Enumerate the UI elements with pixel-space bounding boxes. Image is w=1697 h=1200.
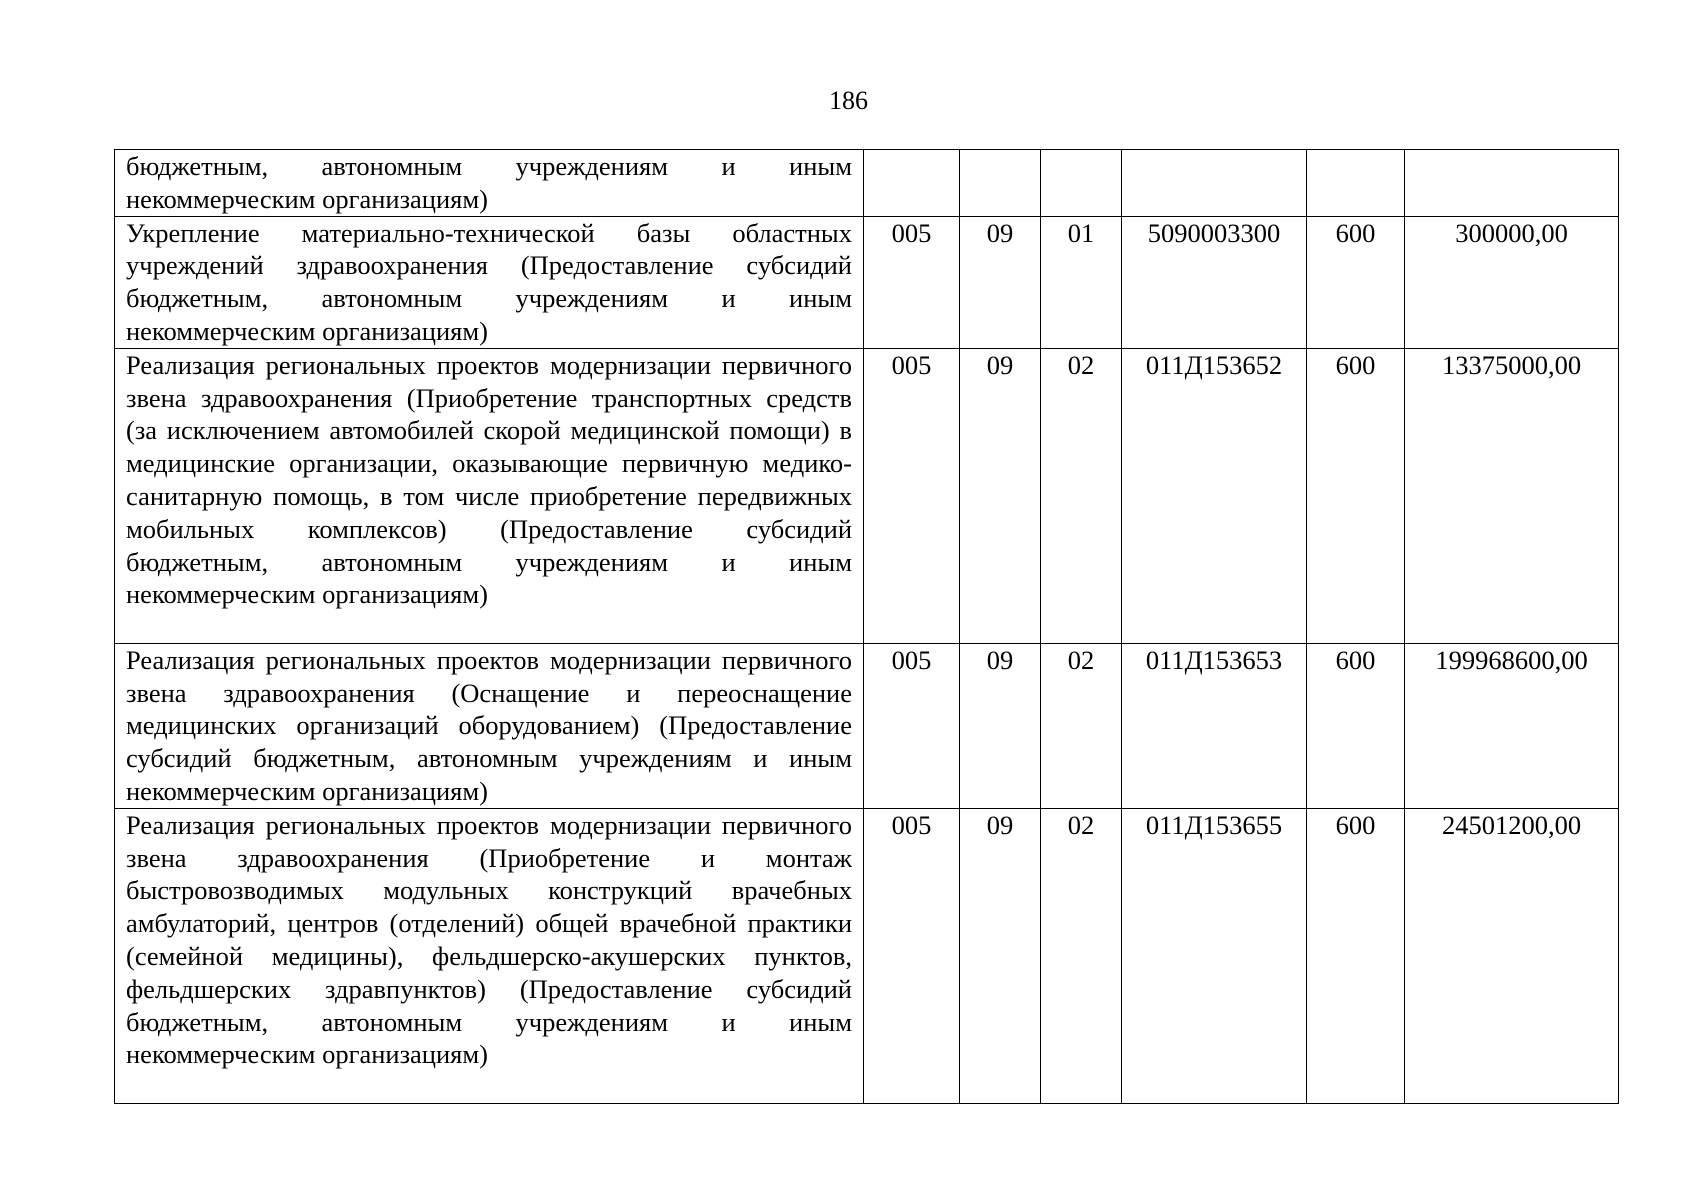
row-description: бюджетным, автономным учреждениям и иным некоммерческим организациям) [115,150,864,217]
budget-table [114,149,1619,1104]
table-row [115,216,1619,348]
table-row [115,150,1619,217]
row-description: Укрепление материально-технической базы областных учреждений здравоохранения (Предоставление субсидий бюджетным, автономным учреждениям и иным некоммерческим организациям) [115,216,864,348]
row-target-item: 011Д153655 [1122,808,1307,1103]
row-amount [1405,150,1619,217]
row-expense-type [1307,150,1405,217]
row-subsection-code: 02 [1041,348,1122,643]
row-target-item: 011Д153653 [1122,643,1307,808]
row-expense-type: 600 [1307,348,1405,643]
table-row [115,643,1619,808]
row-section-code: 09 [960,216,1041,348]
row-section-code: 09 [960,348,1041,643]
row-description: Реализация региональных проектов модернизации первичного звена здравоохранения (Приобретение и монтаж быстровозводимых модульных конструкций врачебных амбулаторий, центров (отделений) общей врачебной практики (семейной медицины), фельдшерско-акушерских пунктов, фельдшерских здравпунктов) (Предоставление субсидий бюджетным, автономным учреждениям и иным некоммерческим организациям) [115,808,864,1103]
row-subsection-code: 01 [1041,216,1122,348]
row-ministry-code: 005 [864,808,960,1103]
row-section-code: 09 [960,643,1041,808]
row-amount: 199968600,00 [1405,643,1619,808]
row-amount: 13375000,00 [1405,348,1619,643]
row-target-item: 011Д153652 [1122,348,1307,643]
row-amount: 24501200,00 [1405,808,1619,1103]
row-expense-type: 600 [1307,216,1405,348]
row-amount: 300000,00 [1405,216,1619,348]
table-row [115,808,1619,1103]
table-row [115,348,1619,643]
row-ministry-code: 005 [864,643,960,808]
row-ministry-code: 005 [864,348,960,643]
row-ministry-code: 005 [864,216,960,348]
page-number: 186 [829,86,868,115]
row-ministry-code [864,150,960,217]
row-subsection-code [1041,150,1122,217]
row-subsection-code: 02 [1041,808,1122,1103]
row-expense-type: 600 [1307,643,1405,808]
row-description: Реализация региональных проектов модернизации первичного звена здравоохранения (Приобретение транспортных средств (за исключением автомобилей скорой медицинской помощи) в медицинские организации, оказывающие первичную медико-санитарную помощь, в том числе приобретение передвижных мобильных комплексов) (Предоставление субсидий бюджетным, автономным учреждениям и иным некоммерческим организациям) [115,348,864,643]
row-target-item: 5090003300 [1122,216,1307,348]
row-description: Реализация региональных проектов модернизации первичного звена здравоохранения (Оснащение и переоснащение медицинских организаций оборудованием) (Предоставление субсидий бюджетным, автономным учреждениям и иным некоммерческим организациям) [115,643,864,808]
row-section-code [960,150,1041,217]
row-expense-type: 600 [1307,808,1405,1103]
row-subsection-code: 02 [1041,643,1122,808]
row-target-item [1122,150,1307,217]
row-section-code: 09 [960,808,1041,1103]
